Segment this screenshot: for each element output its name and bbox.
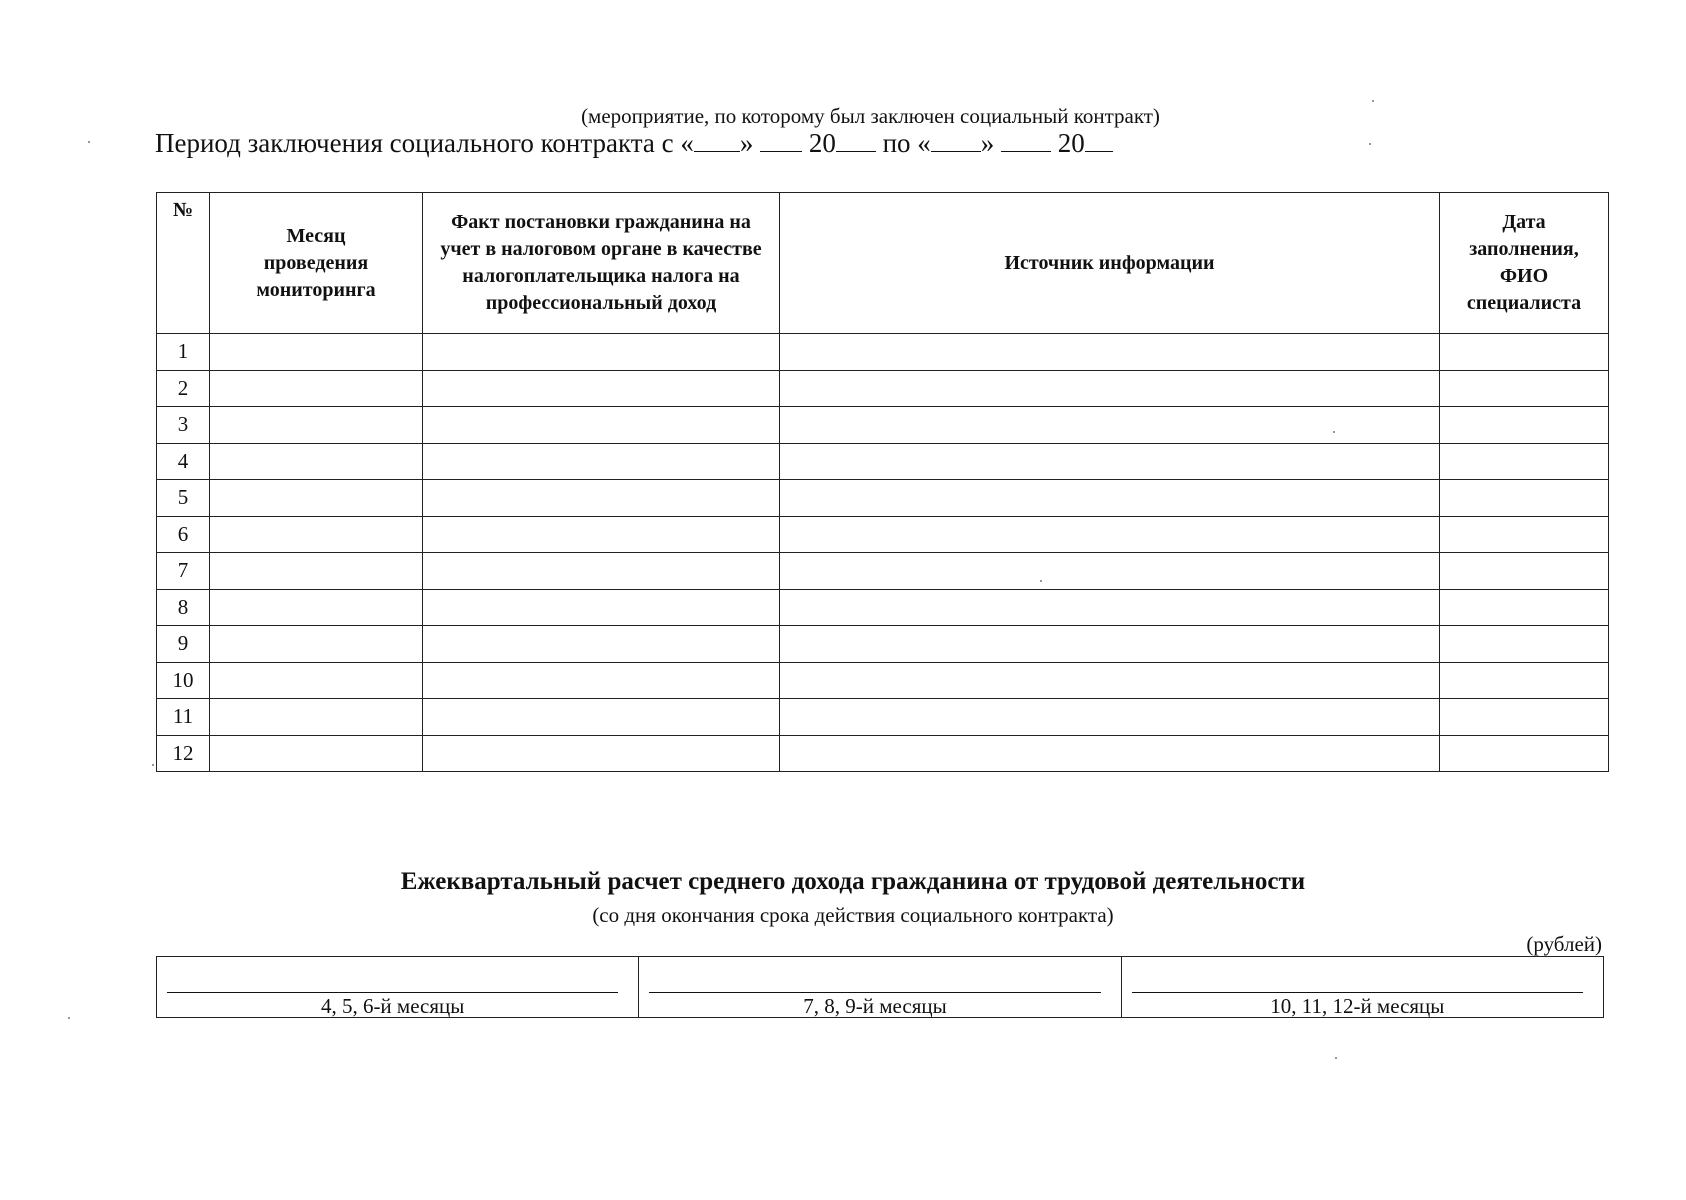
month-cell[interactable] [210,334,423,371]
tax-registration-cell[interactable] [423,480,780,517]
month-cell[interactable] [210,370,423,407]
tax-registration-cell[interactable] [423,589,780,626]
col-month-header: Месяц проведения мониторинга [210,193,423,334]
date-specialist-cell[interactable] [1440,334,1609,371]
start-year-prefix: 20 [808,128,836,158]
table-row [157,370,1609,407]
tax-registration-cell[interactable] [423,735,780,772]
table-row [157,735,1609,772]
date-specialist-cell[interactable] [1440,735,1609,772]
source-cell[interactable] [780,553,1440,590]
end-day-field[interactable] [931,129,981,152]
date-specialist-cell[interactable] [1440,626,1609,663]
scan-speck [1333,431,1335,433]
scan-speck [68,1017,70,1019]
end-month-field[interactable] [1001,129,1051,152]
date-specialist-cell[interactable] [1440,516,1609,553]
month-cell[interactable] [210,480,423,517]
monitoring-table [156,192,1609,772]
date-specialist-cell[interactable] [1440,407,1609,444]
source-cell[interactable] [780,480,1440,517]
table-row [157,699,1609,736]
month-cell[interactable] [210,699,423,736]
quarter-label-3: 10, 11, 12-й месяцы [1132,992,1583,1017]
row-number: 2 [157,370,210,407]
tax-registration-cell[interactable] [423,516,780,553]
tax-registration-cell[interactable] [423,699,780,736]
scan-speck [1372,100,1374,102]
source-cell[interactable] [780,735,1440,772]
open-quote: « [680,128,694,158]
row-number: 11 [157,699,210,736]
month-cell[interactable] [210,735,423,772]
to-word: по [882,128,911,158]
row-number: 6 [157,516,210,553]
col-date-specialist-header: Дата заполнения, ФИО специалиста [1440,193,1609,334]
col-source-header: Источник информации [780,193,1440,334]
row-number: 3 [157,407,210,444]
start-month-field[interactable] [760,129,802,152]
date-specialist-cell[interactable] [1440,370,1609,407]
tax-registration-cell[interactable] [423,334,780,371]
quarterly-subtitle: (со дня окончания срока действия социального контракта) [592,903,1114,927]
row-number: 7 [157,553,210,590]
table-row [157,443,1609,480]
quarter-cell-1[interactable] [157,957,639,1018]
month-cell[interactable] [210,553,423,590]
event-caption: (мероприятие, по которому был заключен социальный контракт) [581,104,1160,128]
quarterly-title: Ежеквартальный расчет среднего дохода гражданина от трудовой деятельности [400,868,1306,895]
scan-speck [152,764,154,766]
quarter-cell-2[interactable] [639,957,1121,1018]
tax-registration-cell[interactable] [423,370,780,407]
tax-registration-cell[interactable] [423,626,780,663]
quarterly-row [157,957,1604,1018]
source-cell[interactable] [780,516,1440,553]
date-specialist-cell[interactable] [1440,553,1609,590]
date-specialist-cell[interactable] [1440,589,1609,626]
col-tax-registration-header: Факт постановки гражданина на учет в налоговом органе в качестве налогоплательщика налога на профессиональный доход [423,193,780,334]
scan-speck [1335,1057,1337,1059]
source-cell[interactable] [780,662,1440,699]
row-number: 12 [157,735,210,772]
date-specialist-cell[interactable] [1440,662,1609,699]
table-row [157,407,1609,444]
date-specialist-cell[interactable] [1440,699,1609,736]
month-cell[interactable] [210,407,423,444]
scan-speck [88,141,90,143]
tax-registration-cell[interactable] [423,443,780,480]
month-cell[interactable] [210,626,423,663]
quarter-label-2: 7, 8, 9-й месяцы [649,992,1100,1017]
date-specialist-cell[interactable] [1440,480,1609,517]
table-row [157,589,1609,626]
close-quote: » [739,128,754,158]
table-row [157,553,1609,590]
contract-period-line [155,128,1113,159]
end-year-field[interactable] [1085,129,1113,152]
table-row [157,516,1609,553]
row-number: 1 [157,334,210,371]
table-row [157,662,1609,699]
date-specialist-cell[interactable] [1440,443,1609,480]
start-year-field[interactable] [836,129,876,152]
monitoring-header-row [157,193,1609,334]
source-cell[interactable] [780,699,1440,736]
row-number: 9 [157,626,210,663]
col-number-header: № [157,193,210,334]
month-cell[interactable] [210,662,423,699]
row-number: 4 [157,443,210,480]
scan-speck [1369,143,1371,145]
tax-registration-cell[interactable] [423,662,780,699]
quarterly-table [156,956,1604,1018]
open-quote-2: « [917,128,931,158]
month-cell[interactable] [210,516,423,553]
source-cell[interactable] [780,334,1440,371]
source-cell[interactable] [780,589,1440,626]
table-row [157,626,1609,663]
end-year-prefix: 20 [1057,128,1085,158]
close-quote-2: » [980,128,995,158]
row-number: 5 [157,480,210,517]
tax-registration-cell[interactable] [423,553,780,590]
source-cell[interactable] [780,443,1440,480]
table-row [157,480,1609,517]
period-label: Период заключения социального контракта с [155,128,674,158]
scan-speck [1040,580,1042,582]
source-cell[interactable] [780,370,1440,407]
source-cell[interactable] [780,407,1440,444]
month-cell[interactable] [210,443,423,480]
month-cell[interactable] [210,589,423,626]
table-row [157,334,1609,371]
tax-registration-cell[interactable] [423,407,780,444]
units-label: (рублей) [1526,932,1602,956]
quarter-label-1: 4, 5, 6-й месяцы [167,992,618,1017]
row-number: 8 [157,589,210,626]
row-number: 10 [157,662,210,699]
quarter-cell-3[interactable] [1121,957,1603,1018]
start-day-field[interactable] [694,129,740,152]
source-cell[interactable] [780,626,1440,663]
